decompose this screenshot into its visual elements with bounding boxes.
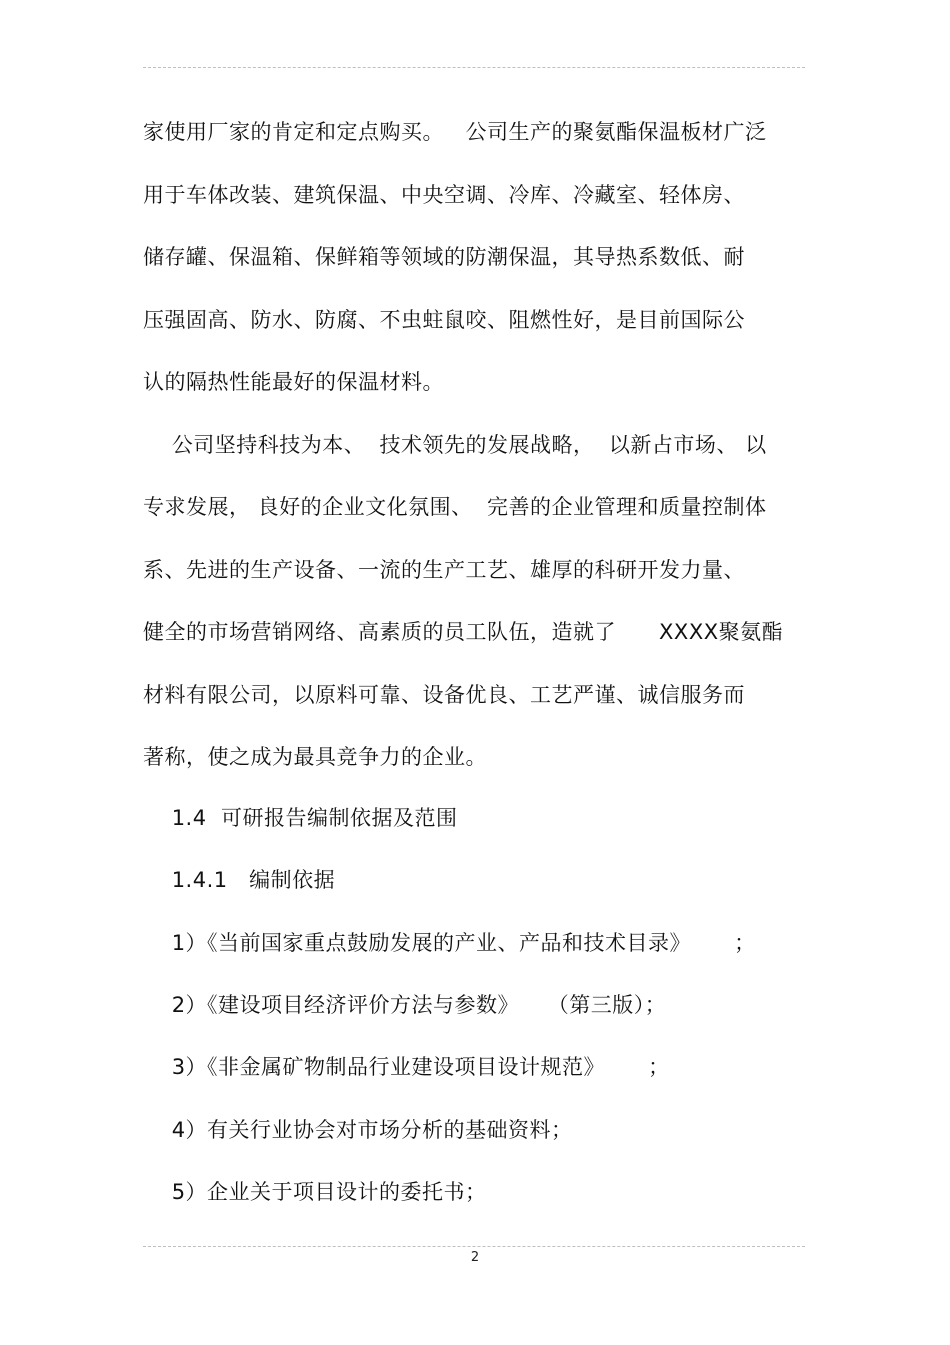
- paragraph-2-line: 材料有限公司，以原料可靠、设备优良、工艺严谨、诚信服务而: [143, 683, 745, 707]
- basis-list-item: 5）企业关于项目设计的委托书；: [143, 1180, 487, 1204]
- basis-list-item: 2）《建设项目经济评价方法与参数》 （第三版）；: [143, 993, 667, 1017]
- footer-divider: [143, 1246, 805, 1247]
- basis-list-item: 4）有关行业协会对市场分析的基础资料；: [143, 1118, 573, 1142]
- paragraph-1-line: 用于车体改装、建筑保温、中央空调、冷库、冷藏室、轻体房、: [143, 183, 745, 207]
- subsection-heading: 1.4.1 编制依据: [143, 868, 336, 892]
- paragraph-2-line: 专求发展， 良好的企业文化氛围、 完善的企业管理和质量控制体: [143, 495, 767, 519]
- paragraph-2-line: 著称，使之成为最具竞争力的企业。: [143, 745, 487, 769]
- paragraph-2-line: 公司坚持科技为本、 技术领先的发展战略， 以新占市场、 以: [143, 433, 767, 457]
- basis-list-item: 1）《当前国家重点鼓励发展的产业、产品和技术目录》 ；: [143, 931, 756, 955]
- basis-list-item: 3）《非金属矿物制品行业建设项目设计规范》 ；: [143, 1055, 670, 1079]
- paragraph-1-line: 储存罐、保温箱、保鲜箱等领域的防潮保温，其导热系数低、耐: [143, 245, 745, 269]
- paragraph-2-line: 健全的市场营销网络、高素质的员工队伍，造就了 XXXX聚氨酯: [143, 620, 784, 644]
- header-divider: [143, 67, 805, 68]
- paragraph-1-line: 家使用厂家的肯定和定点购买。 公司生产的聚氨酯保温板材广泛: [143, 120, 767, 144]
- section-heading: 1.4 可研报告编制依据及范围: [143, 806, 458, 830]
- page-number: 2: [470, 1250, 480, 1265]
- paragraph-1-line: 认的隔热性能最好的保温材料。: [143, 370, 444, 394]
- paragraph-2-line: 系、先进的生产设备、一流的生产工艺、雄厚的科研开发力量、: [143, 558, 745, 582]
- paragraph-1-line: 压强固高、防水、防腐、不虫蛀鼠咬、阻燃性好，是目前国际公: [143, 308, 745, 332]
